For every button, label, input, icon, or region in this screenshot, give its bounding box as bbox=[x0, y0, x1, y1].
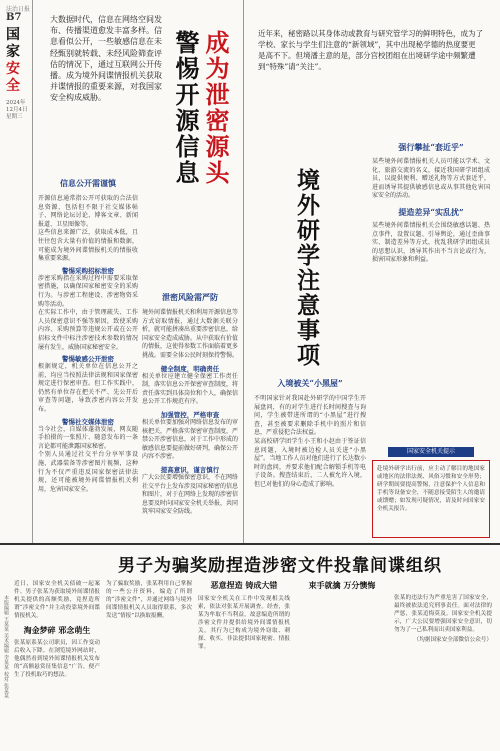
col4-paragraph: 某些境外间谍情报机关人员可能以学术、文化、旅游交流的名义，接近我国研学团组成员，以提供便利、赠送礼物等方式套近乎，进而诱导其提供敏感信息或从事其他危害国家安全的活动。 bbox=[372, 158, 490, 200]
date-weekday: 星期三 bbox=[6, 114, 23, 120]
col1-article bbox=[38, 178, 138, 494]
col1-subheading: 警惕社交媒体泄密 bbox=[62, 417, 114, 426]
bottom-paragraph: 国家安全机关在工作中发现相关线索，依法对张某开展调查。经查，张某为牟取不当利益，故意编造所谓的涉密文件并提供给境外间谍情报机关，其行为已构成为境外窃取、刺探、收买、非法提供国家秘密、情报罪。 bbox=[198, 596, 290, 650]
lead-left: 大数据时代，信息在网络空间发布、传播渠道愈发丰富多样。信息看似公开，一些敏感信息在未经甄别就转载、未经风险筛查评估的情况下，通过互联网公开传播。成为境外间谍情报机关获取并谍情报的重要来源，对我国家安全构成威胁。 bbox=[50, 15, 162, 103]
masthead: 法治日报 bbox=[6, 6, 31, 13]
bottom-col3 bbox=[198, 580, 290, 651]
col1-paragraph: 个别人员通过社交平台分享军事设施、武器装备等涉密图片视频，这种行为不仅严重违反国家保密法律法规，还可能被境外间谍情报机关利用，危害国家安全。 bbox=[38, 451, 138, 493]
col1-paragraph: 开源信息通常指公开可获取的合法信息资源，包括但不限于社交媒体帖子、网络论坛讨论、博客文章、新闻报道、卫星图像等。 bbox=[38, 195, 138, 228]
bottom-headline: 男子为骗奖励捏造涉密文件投靠间谍组织 bbox=[118, 556, 442, 576]
bottom-subheading: 束手就擒 万分懊悔 bbox=[308, 580, 376, 590]
bottom-subheading: 淘金梦碎 邪念萌生 bbox=[23, 625, 91, 635]
col1-paragraph: 当今社会，自媒体蓬勃发展，网友随手拍摄的一张照片、随意发布的一条言论都可能泄露国家秘密。 bbox=[38, 425, 138, 450]
bottom-paragraph: 张某的违法行为严重危害了国家安全，最终被依法追究刑事责任。面对法律的严惩，张某追悔莫及。国家安全机关提示，广大公民要增强国家安全意识，切勿为了一己私利而出卖国家利益。 bbox=[394, 595, 492, 633]
col1-subheading: 警惕采购招标泄密 bbox=[62, 266, 114, 275]
col1-paragraph: 在实际工作中，由于管理疏失、工作人员保密意识不强等原因，致使采购内容、采购预算等违规公开或在公开招标文件中标注涉密技术参数的情况屡有发生，威胁国家秘密安全。 bbox=[38, 309, 138, 351]
col1-paragraph: 这些信息来源广泛，获取成本低，且往往包含大量有价值的情报和数据，可能成为境外间谍情报机关的情报收集重要来源。 bbox=[38, 229, 138, 263]
section-title bbox=[6, 27, 28, 95]
col2-paragraph: 相关单位应建立健全保密工作责任制，落实信息公开保密审查制度，将责任落实到具体岗位和个人，确保信息公开工作规范有序。 bbox=[142, 372, 239, 406]
lead-right: 近年来，秘密路以其身体动或教育与研究管学习的鲜明特色，成为了学校、家长与学生们注意的“新领域”，其中出现秘学德的热度要更是高不下。但境潘主意的是，部分宫校团组在出境研学途中频繁遭到“特殊”请“关注”。 bbox=[258, 29, 483, 71]
tip-box-title: 国家安全机关提示 bbox=[388, 447, 474, 457]
section-line-2: 安全 bbox=[6, 61, 20, 94]
issue-date bbox=[6, 100, 32, 121]
col2-paragraph: 相关单位要加强对网络信息发布的审核把关，严格落实保密审查制度，严禁公开涉密信息，对于工作中形成的敏感信息要提前做好研判，确保公开内容不涉密。 bbox=[142, 418, 239, 461]
col2-article bbox=[142, 292, 238, 517]
tip-box bbox=[372, 460, 490, 538]
bottom-paragraph: 张某原系某公司职员，因工作变动后收入下降。在浏览境外网站时，他偶然看到境外间谍情报机关发布的“高额悬赏征集信息”广告，便产生了投机取巧的想法。 bbox=[14, 640, 100, 678]
col1-heading: 信息公开需谨慎 bbox=[60, 178, 116, 188]
headline-line-2: 警惕开源信息 bbox=[171, 30, 200, 186]
col4-heading: 强行攀扯“套近乎” bbox=[398, 142, 464, 152]
bottom-col1 bbox=[14, 580, 100, 679]
col3-paragraph: 不明国家针对我国赴外研学的中国学生开展盘问，有的对学生进行长时间搜查与询问，学生被带进所谓的“小黑屋”进行搜查，甚至被要求删除手机中的照片和信息，严重侵犯合法权益。 bbox=[254, 395, 366, 437]
col2-paragraph: 广大公民要增强保密意识，不在网络社交平台上发布涉及国家秘密的信息和图片，对于在网络上发现的涉密信息要及时向国家安全机关举报，共同筑牢国家安全防线。 bbox=[142, 473, 239, 516]
col1-subheading: 警惕敏感公开泄密 bbox=[62, 355, 114, 364]
bottom-subheading: 恶意捏造 铸成大错 bbox=[210, 580, 278, 590]
bottom-credit: （均据国家安全部微信公众号） bbox=[413, 637, 492, 643]
col1-paragraph: 涉密采购指在采购过程中需要采取保密措施，以确保国家秘密安全的采购行为。与涉密工程建设、涉密物资采购等活动。 bbox=[38, 274, 138, 308]
bottom-paragraph: 近日，国家安全机关侦破一起案件。男子张某为获取境外间谍情报机关提供的高额奖励，竟捏造所谓“涉密文件”并主动投靠境外间谍情报机关。 bbox=[14, 581, 100, 619]
middle-rule bbox=[243, 0, 244, 543]
editor-credit: 本版编辑 王某某 美术编辑 李某某 校对 张某某 bbox=[3, 595, 9, 698]
col2-subheading: 健全制度，明确责任 bbox=[160, 364, 220, 373]
col2-subheading: 加强管控，严格审查 bbox=[160, 410, 220, 419]
col4-article bbox=[372, 142, 490, 265]
col4-heading-2: 提造差异“实乱扰” bbox=[398, 206, 464, 217]
col2-subheading: 提高意识，谨言慎行 bbox=[160, 465, 220, 474]
tip-box-text: 赴境外研学出行前，应主动了解目的地国家或地区的法律法规、风俗习惯和安全形势；研学期间要提高警惕，注意保护个人信息和手机等设备安全，不随意接受陌生人的邀请或馈赠；如发现可疑情况，请及时向国家安全机关报告。 bbox=[377, 466, 485, 512]
date-year: 2024年 bbox=[6, 100, 26, 106]
col3-article bbox=[254, 378, 366, 490]
page-number: B7 bbox=[6, 12, 22, 23]
col2-paragraph: 境外间谍情报机关和利用开源信息等方式窃取情报，通过大数据关联分析，就可能拼凑出重要涉密信息，给国家安全造成威胁。从中获取有价值的情报，这使得参数工作面临着更多挑战。需要全体公民时刻保持警惕。 bbox=[142, 309, 239, 359]
headline-vertical-right: 境外研学注意事项 bbox=[293, 168, 320, 368]
col4-paragraph: 某些境外间谍情报机关会围绕敏感话题、热点事件，设置议题、引导舆论，通过歪曲事实、制造差异等方式，扰乱我研学团组成员的思想认识，诱导其作出不当言论或行为，损害国家形象和利益。 bbox=[372, 221, 490, 264]
bottom-col5 bbox=[394, 594, 492, 644]
col3-paragraph: 某高校研学团学生小王和小赵由于签证信息问题，入境时被边检人员关进“小黑屋”。当地工作人员对他们进行了长达数小时的盘问，并要求他们配合解锁手机等电子设备。搜查结束后，二人被允许入境，但已对他们的身心造成了影响。 bbox=[254, 437, 366, 488]
bottom-col4 bbox=[296, 580, 388, 595]
left-rule bbox=[32, 0, 33, 543]
headline-line-1: 成为泄密源头 bbox=[201, 30, 230, 186]
col2-heading: 泄密风险需严防 bbox=[162, 292, 218, 302]
headline-vertical-left bbox=[168, 30, 230, 190]
col1-paragraph: 根据规定，机关单位在信息公开之前，均应当按照法律法规和国家保密规定进行保密审查。但工作实践中，仍然有单位存在把关不严、先公开后审查等问题，导致涉密内容公开发布。 bbox=[38, 363, 138, 414]
bottom-paragraph: 为了骗取奖励，张某利用自己掌握的一些公开资料，编造了所谓的“涉密文件”，并通过网络与境外间谍情报机关人员取得联系，多次发送“情报”以换取报酬。 bbox=[106, 581, 192, 619]
section-line-1: 国家 bbox=[6, 27, 20, 60]
col3-heading: 入境被关“小黑屋” bbox=[277, 378, 343, 388]
date-monthday: 12月4日 bbox=[6, 107, 28, 113]
bottom-divider bbox=[0, 543, 500, 545]
bottom-col2 bbox=[106, 580, 192, 620]
